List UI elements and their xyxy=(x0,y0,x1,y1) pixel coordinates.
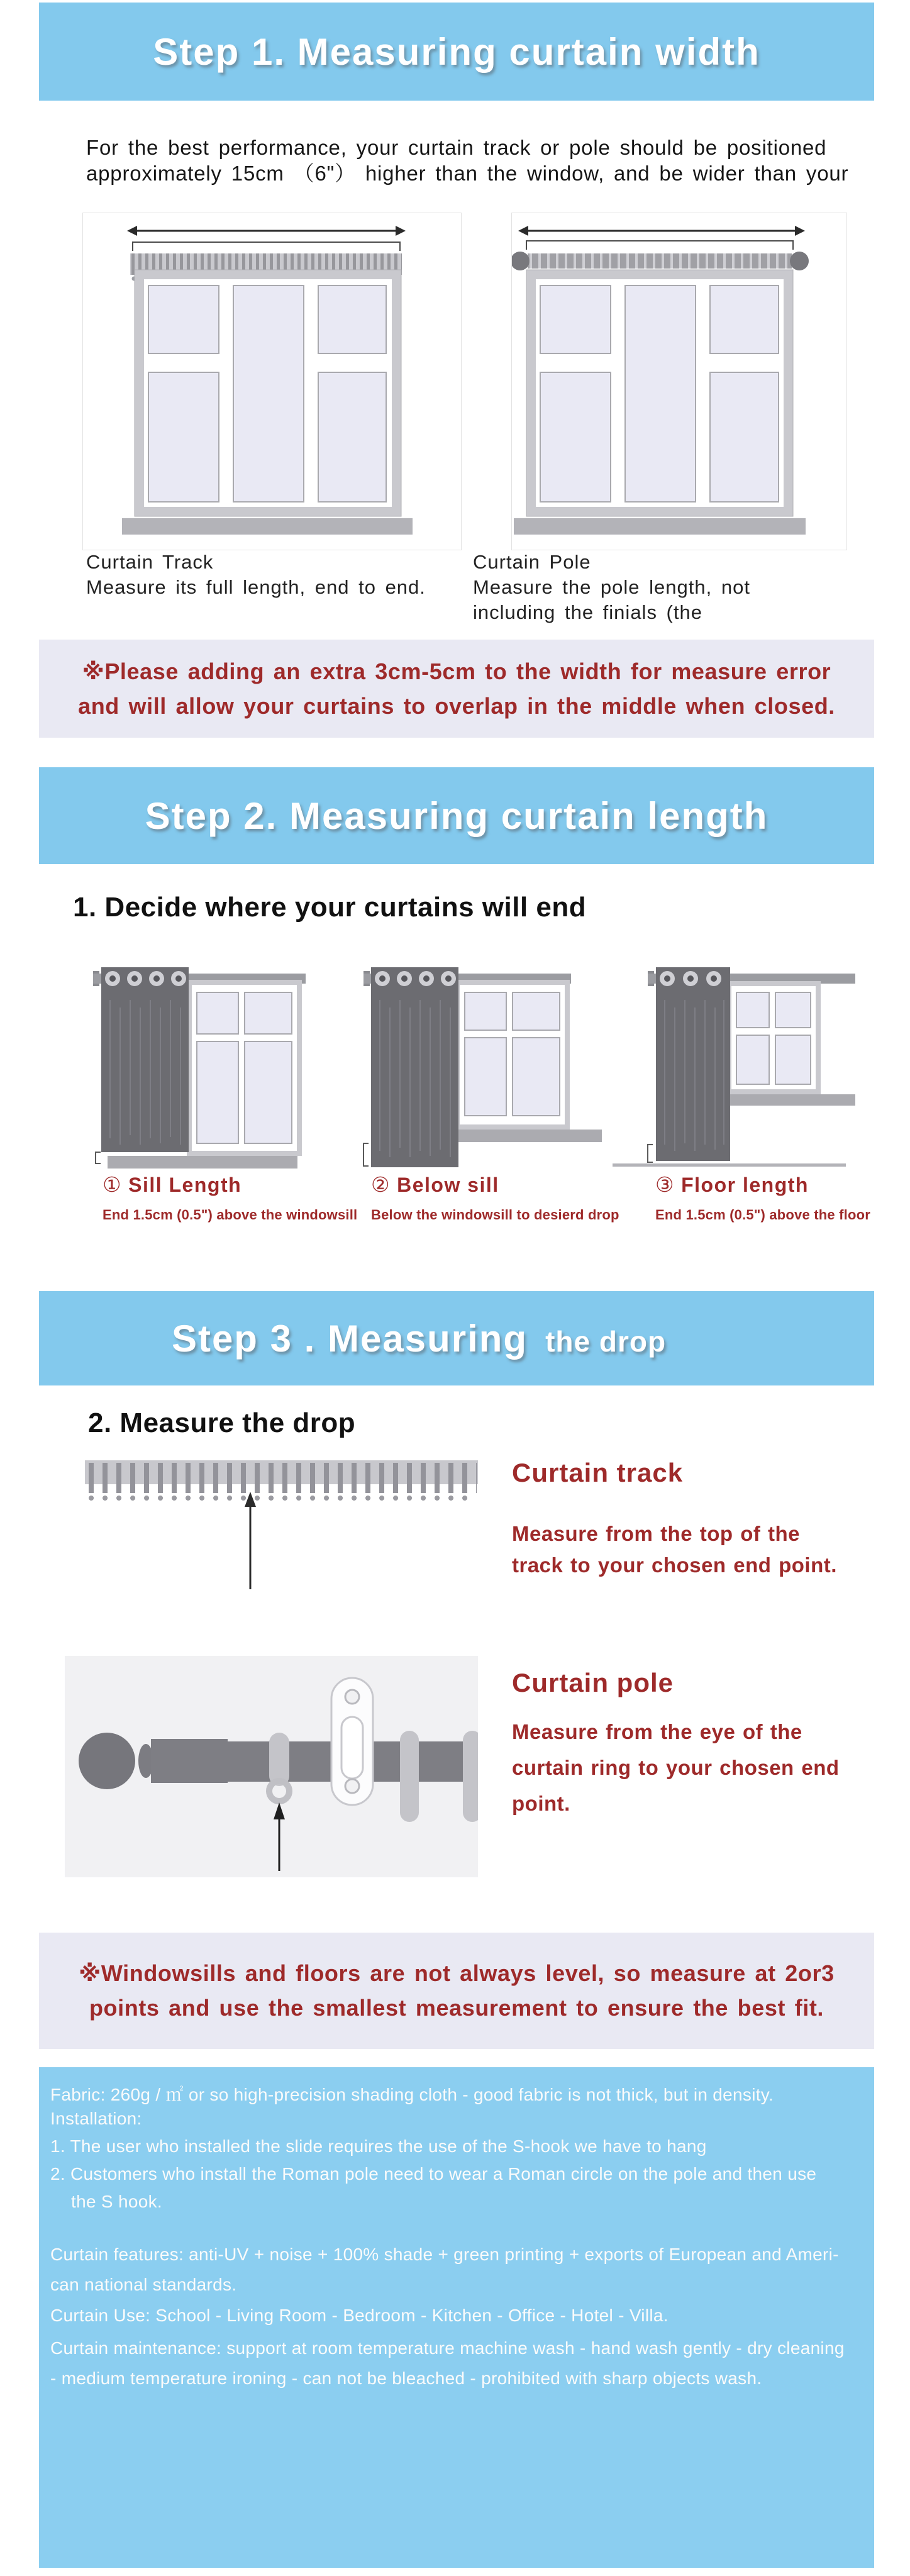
curtain-graphic xyxy=(656,967,730,1161)
curtain-graphic xyxy=(101,967,189,1152)
curtain-pole-diagram xyxy=(511,213,847,550)
option2-label: Below sill xyxy=(397,1174,499,1196)
track-caption xyxy=(86,550,426,600)
spec-install-2: 2. Customers who install the Roman pole need to wear a Roman circle on the pole and then use xyxy=(50,2164,817,2184)
curtain-ring-eye-icon xyxy=(269,1733,289,1801)
spec-maintenance-b: - medium temperature ironing - can not be bleached - prohibited with sharp objects wash. xyxy=(50,2368,762,2388)
floor-length-diagram xyxy=(613,967,855,1167)
measure-bracket xyxy=(526,241,793,250)
step2-banner xyxy=(39,767,874,864)
spec-features: Curtain features: anti-UV + noise + 100% shade + green printing + exports of European and Ameri- xyxy=(50,2245,839,2264)
pole-drop-label: Curtain pole xyxy=(512,1668,674,1697)
option3-label: Floor length xyxy=(681,1174,809,1196)
pole-eye-graphic xyxy=(65,1656,478,1877)
pole-drop-desc1: Measure from the eye of the xyxy=(512,1720,802,1743)
step1-banner xyxy=(39,3,874,101)
gap-bracket xyxy=(363,1143,369,1166)
width-notice-line1: ※Please adding an extra 3cm-5cm to the width for measure error xyxy=(82,658,831,684)
below-sill-diagram xyxy=(363,967,602,1167)
windowsill xyxy=(514,518,806,535)
pole-caption xyxy=(473,550,750,625)
width-notice xyxy=(39,640,874,738)
pole-caption-label: Curtain Pole xyxy=(473,551,591,573)
sill-length-diagram xyxy=(93,967,306,1169)
eye-arrow-icon xyxy=(274,1802,285,1871)
option1-desc: End 1.5cm (0.5") above the windowsill xyxy=(103,1207,358,1223)
finial-left xyxy=(512,252,530,270)
step3-subtitle: 2. Measure the drop xyxy=(88,1407,356,1438)
circled-1-icon: ① xyxy=(103,1172,123,1197)
window-graphic xyxy=(122,270,413,535)
pole-caption-desc1: Measure the pole length, not xyxy=(473,576,750,598)
step3-title-sub: the drop xyxy=(545,1324,667,1358)
pole-ring xyxy=(400,1731,419,1822)
option-below-sill xyxy=(371,1172,619,1223)
measure-bracket xyxy=(133,242,400,251)
wall-bracket-icon xyxy=(331,1678,373,1805)
step3-banner xyxy=(39,1291,874,1385)
track-drop-label: Curtain track xyxy=(512,1458,684,1487)
windowsill xyxy=(122,518,413,535)
spec-maintenance: Curtain maintenance: support at room temperature machine wash - hand wash gently - dry cleaning xyxy=(50,2338,845,2358)
drop-arrow-icon xyxy=(245,1492,256,1589)
curtain-length-options-graphic xyxy=(39,956,874,1173)
window-graphic xyxy=(514,270,806,535)
option-floor-length xyxy=(655,1172,870,1223)
window-graphic xyxy=(455,980,570,1130)
track-caption-label: Curtain Track xyxy=(86,551,214,573)
width-arrow-icon xyxy=(518,226,805,236)
level-notice-line2: points and use the smallest measurement to ensure the best fit. xyxy=(89,1995,824,2021)
width-arrow-icon xyxy=(127,226,406,236)
step1-intro xyxy=(86,135,860,186)
spec-install-2b: the S hook. xyxy=(71,2192,162,2211)
track-drop-desc1: Measure from the top of the xyxy=(512,1522,801,1545)
window-graphic xyxy=(726,981,821,1094)
level-notice xyxy=(39,1933,874,2049)
curtain-track-diagram xyxy=(82,213,462,550)
pole-drop-desc3: point. xyxy=(512,1792,570,1815)
option2-desc: Below the windowsill to desierd drop xyxy=(371,1207,619,1223)
floor-line xyxy=(613,1163,846,1167)
windowsill xyxy=(445,1130,602,1142)
spec-use: Curtain Use: School - Living Room - Bedroom - Kitchen - Office - Hotel - Villa. xyxy=(50,2306,669,2325)
curtain-track-window-graphic xyxy=(83,213,460,548)
step1-title: Step 1. Measuring curtain width xyxy=(153,30,760,73)
track-drop-desc2: track to your chosen end point. xyxy=(512,1553,837,1577)
step3-title: Step 3 . Measuring xyxy=(171,1317,528,1360)
product-spec-box xyxy=(39,2067,874,2568)
pole-caption-desc2: including the finials (the xyxy=(473,601,702,623)
curtain-pole-window-graphic xyxy=(512,213,845,548)
track-drop-graphic xyxy=(85,1454,525,1599)
pole-ring xyxy=(463,1731,478,1822)
curtain-graphic xyxy=(371,967,458,1167)
step1-intro-line2: approximately 15cm （6"） higher than the window, and be wider than your xyxy=(86,162,849,185)
windowsill xyxy=(108,1156,297,1169)
option3-desc: End 1.5cm (0.5") above the floor xyxy=(655,1207,871,1223)
circled-2-icon: ② xyxy=(371,1172,391,1197)
step1-intro-line1: For the best performance, your curtain track or pole should be positioned xyxy=(86,136,827,159)
step2-title: Step 2. Measuring curtain length xyxy=(145,794,769,837)
window-graphic xyxy=(187,980,302,1156)
windowsill xyxy=(717,1094,855,1106)
option-sill-length xyxy=(103,1172,357,1223)
curtain-pole-icon xyxy=(512,252,809,270)
spec-installation: Installation: xyxy=(50,2109,142,2128)
option1-label: Sill Length xyxy=(128,1174,242,1196)
spec-features-b: can national standards. xyxy=(50,2275,237,2294)
pole-drop-desc2: curtain ring to your chosen end xyxy=(512,1756,840,1779)
gap-bracket xyxy=(96,1152,101,1163)
spec-fabric: Fabric: 260g / ㎡ or so high-precision shading cloth - good fabric is not thick, but in density. xyxy=(50,2085,774,2104)
curtain-track-icon xyxy=(85,1460,478,1498)
pole-drop-diagram xyxy=(65,1656,478,1877)
width-notice-line2: and will allow your curtains to overlap in the middle when closed. xyxy=(78,692,835,719)
circled-3-icon: ③ xyxy=(655,1172,675,1197)
finial-right xyxy=(790,252,809,270)
track-caption-desc: Measure its full length, end to end. xyxy=(86,576,426,598)
step2-subtitle: 1. Decide where your curtains will end xyxy=(73,892,587,923)
gap-bracket xyxy=(648,1145,653,1162)
spec-install-1: 1. The user who installed the slide requires the use of the S-hook we have to hang xyxy=(50,2136,707,2156)
level-notice-line1: ※Windowsills and floors are not always level, so measure at 2or3 xyxy=(79,1960,835,1986)
